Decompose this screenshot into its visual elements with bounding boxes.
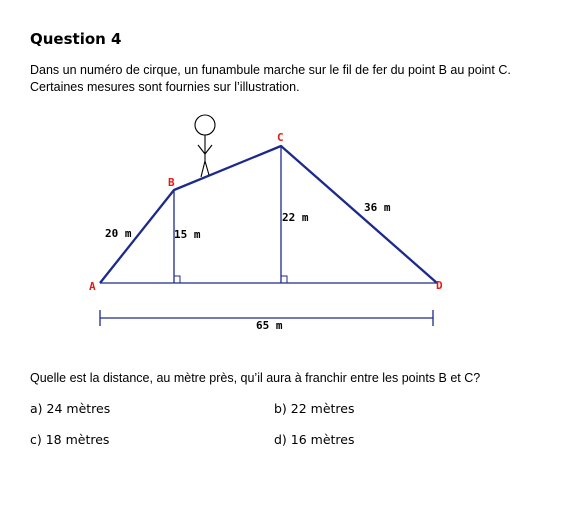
measure-c-height: 22 m: [282, 211, 309, 224]
acrobat-figure: [195, 115, 215, 177]
point-label-d: D: [436, 279, 443, 292]
answer-option-c[interactable]: c) 18 mètres: [30, 432, 110, 447]
answer-option-a[interactable]: a) 24 mètres: [30, 401, 111, 416]
intro-line-1: Dans un numéro de cirque, un funambule marche sur le fil de fer du point B au point C.: [30, 63, 511, 77]
point-label-a: A: [89, 280, 96, 293]
measure-cd: 36 m: [364, 201, 391, 214]
measure-base: 65 m: [256, 319, 283, 332]
answer-option-b[interactable]: b) 22 mètres: [274, 401, 355, 416]
tightrope-wire: [100, 146, 437, 283]
right-angle-b: [174, 276, 180, 283]
question-prompt: Quelle est la distance, au mètre près, qu’il aura à franchir entre les points B et C?: [30, 371, 481, 385]
point-label-c: C: [277, 131, 284, 144]
measure-ab: 20 m: [105, 227, 132, 240]
point-label-b: B: [168, 176, 175, 189]
right-angle-c: [281, 276, 287, 283]
intro-line-2: Certaines mesures sont fournies sur l’illustration.: [30, 80, 300, 94]
answer-option-d[interactable]: d) 16 mètres: [274, 432, 355, 447]
question-title: Question 4: [30, 30, 122, 48]
measure-b-height: 15 m: [174, 228, 201, 241]
